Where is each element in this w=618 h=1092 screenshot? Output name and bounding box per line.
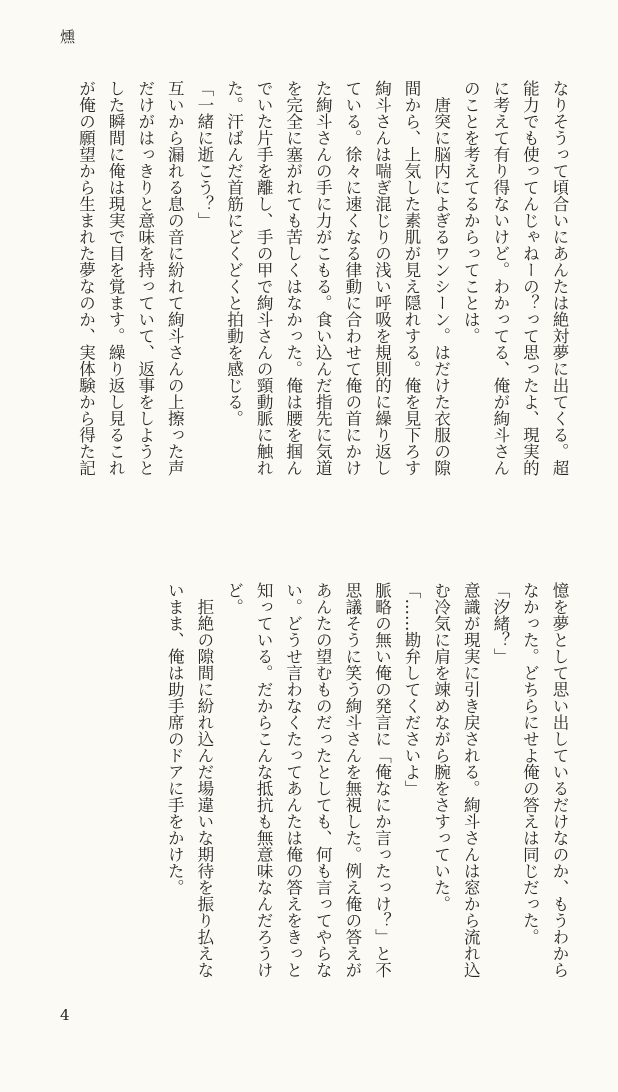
text-line: ど。 [224, 582, 244, 615]
chapter-title: 燻 [60, 28, 76, 46]
text-line: でいた片手を離し、手の甲で絢斗さんの頸動脈に触れ [254, 80, 274, 476]
text-block-bottom [44, 582, 574, 1002]
text-line: た絢斗さんの手に力がこもる。食い込んだ指先に気道 [313, 80, 333, 476]
page-number: 4 [60, 1006, 70, 1024]
text-line: 拒絶の隙間に紛れ込んだ場違いな期待を振り払えな [194, 582, 214, 978]
text-line: のことを考えてるからってことは。 [461, 80, 481, 344]
text-line: が俺の願望から生まれた夢なのか、実体験から得た記 [76, 80, 96, 476]
text-line: 「……勘弁してくださいよ」 [402, 582, 422, 797]
text-line: あんたの望むものだったとしても、何も言ってやらな [313, 582, 333, 978]
text-line: 知っている。だからこんな抵抗も無意味なんだろうけ [254, 582, 274, 978]
text-line: に考えて有り得ないけど。わかってる、俺が絢斗さん [490, 80, 510, 476]
text-line: 脈略の無い俺の発言に「俺なにか言ったっけ？」と不 [372, 582, 392, 978]
text-line: なりそうって頃合いにあんたは絶対夢に出てくる。超 [550, 80, 569, 476]
text-line: 「汐緒？」 [490, 582, 510, 665]
text-line: 絢斗さんは喘ぎ混じりの浅い呼吸を規則的に繰り返し [372, 80, 392, 476]
text-line: 「一緒に逝こう？」 [194, 80, 214, 229]
text-line: 憶を夢として思い出しているだけなのか、もうわから [550, 582, 569, 978]
text-line: 意識が現実に引き戻される。絢斗さんは窓から流れ込 [461, 582, 481, 978]
text-line: む冷気に肩を竦めながら腕をさすっていた。 [431, 582, 451, 912]
text-line: を完全に塞がれても苦しくはなかった。俺は腰を掴ん [283, 80, 303, 476]
text-line: なかった。どちらにせよ俺の答えは同じだった。 [520, 582, 540, 945]
text-line: 間から、上気した素肌が見え隠れする。俺を見下ろす [402, 80, 422, 476]
text-line: た。汗ばんだ首筋にどくどくと拍動を感じる。 [224, 80, 244, 427]
text-line: い。どうせ言わなくたってあんたは俺の答えをきっと [283, 582, 303, 978]
text-block-top [44, 80, 574, 532]
text-line: 互いから漏れる息の音に紛れて絢斗さんの上擦った声 [165, 80, 185, 476]
text-line: 唐突に脳内によぎるワンシーン。はだけた衣服の隙 [431, 80, 451, 476]
text-line: 能力でも使ってんじゃねーの？って思ったよ、現実的 [520, 80, 540, 476]
text-line: だけがはっきりと意味を持っていて、返事をしようと [135, 80, 155, 476]
text-line: 思議そうに笑う絢斗さんを無視した。例え俺の答えが [342, 582, 362, 978]
text-line: いまま、俺は助手席のドアに手をかけた。 [165, 582, 185, 896]
text-line: ている。徐々に速くなる律動に合わせて俺の首にかけ [342, 80, 362, 476]
text-line: した瞬間に俺は現実で目を覚ます。繰り返し見るこれ [106, 80, 126, 476]
